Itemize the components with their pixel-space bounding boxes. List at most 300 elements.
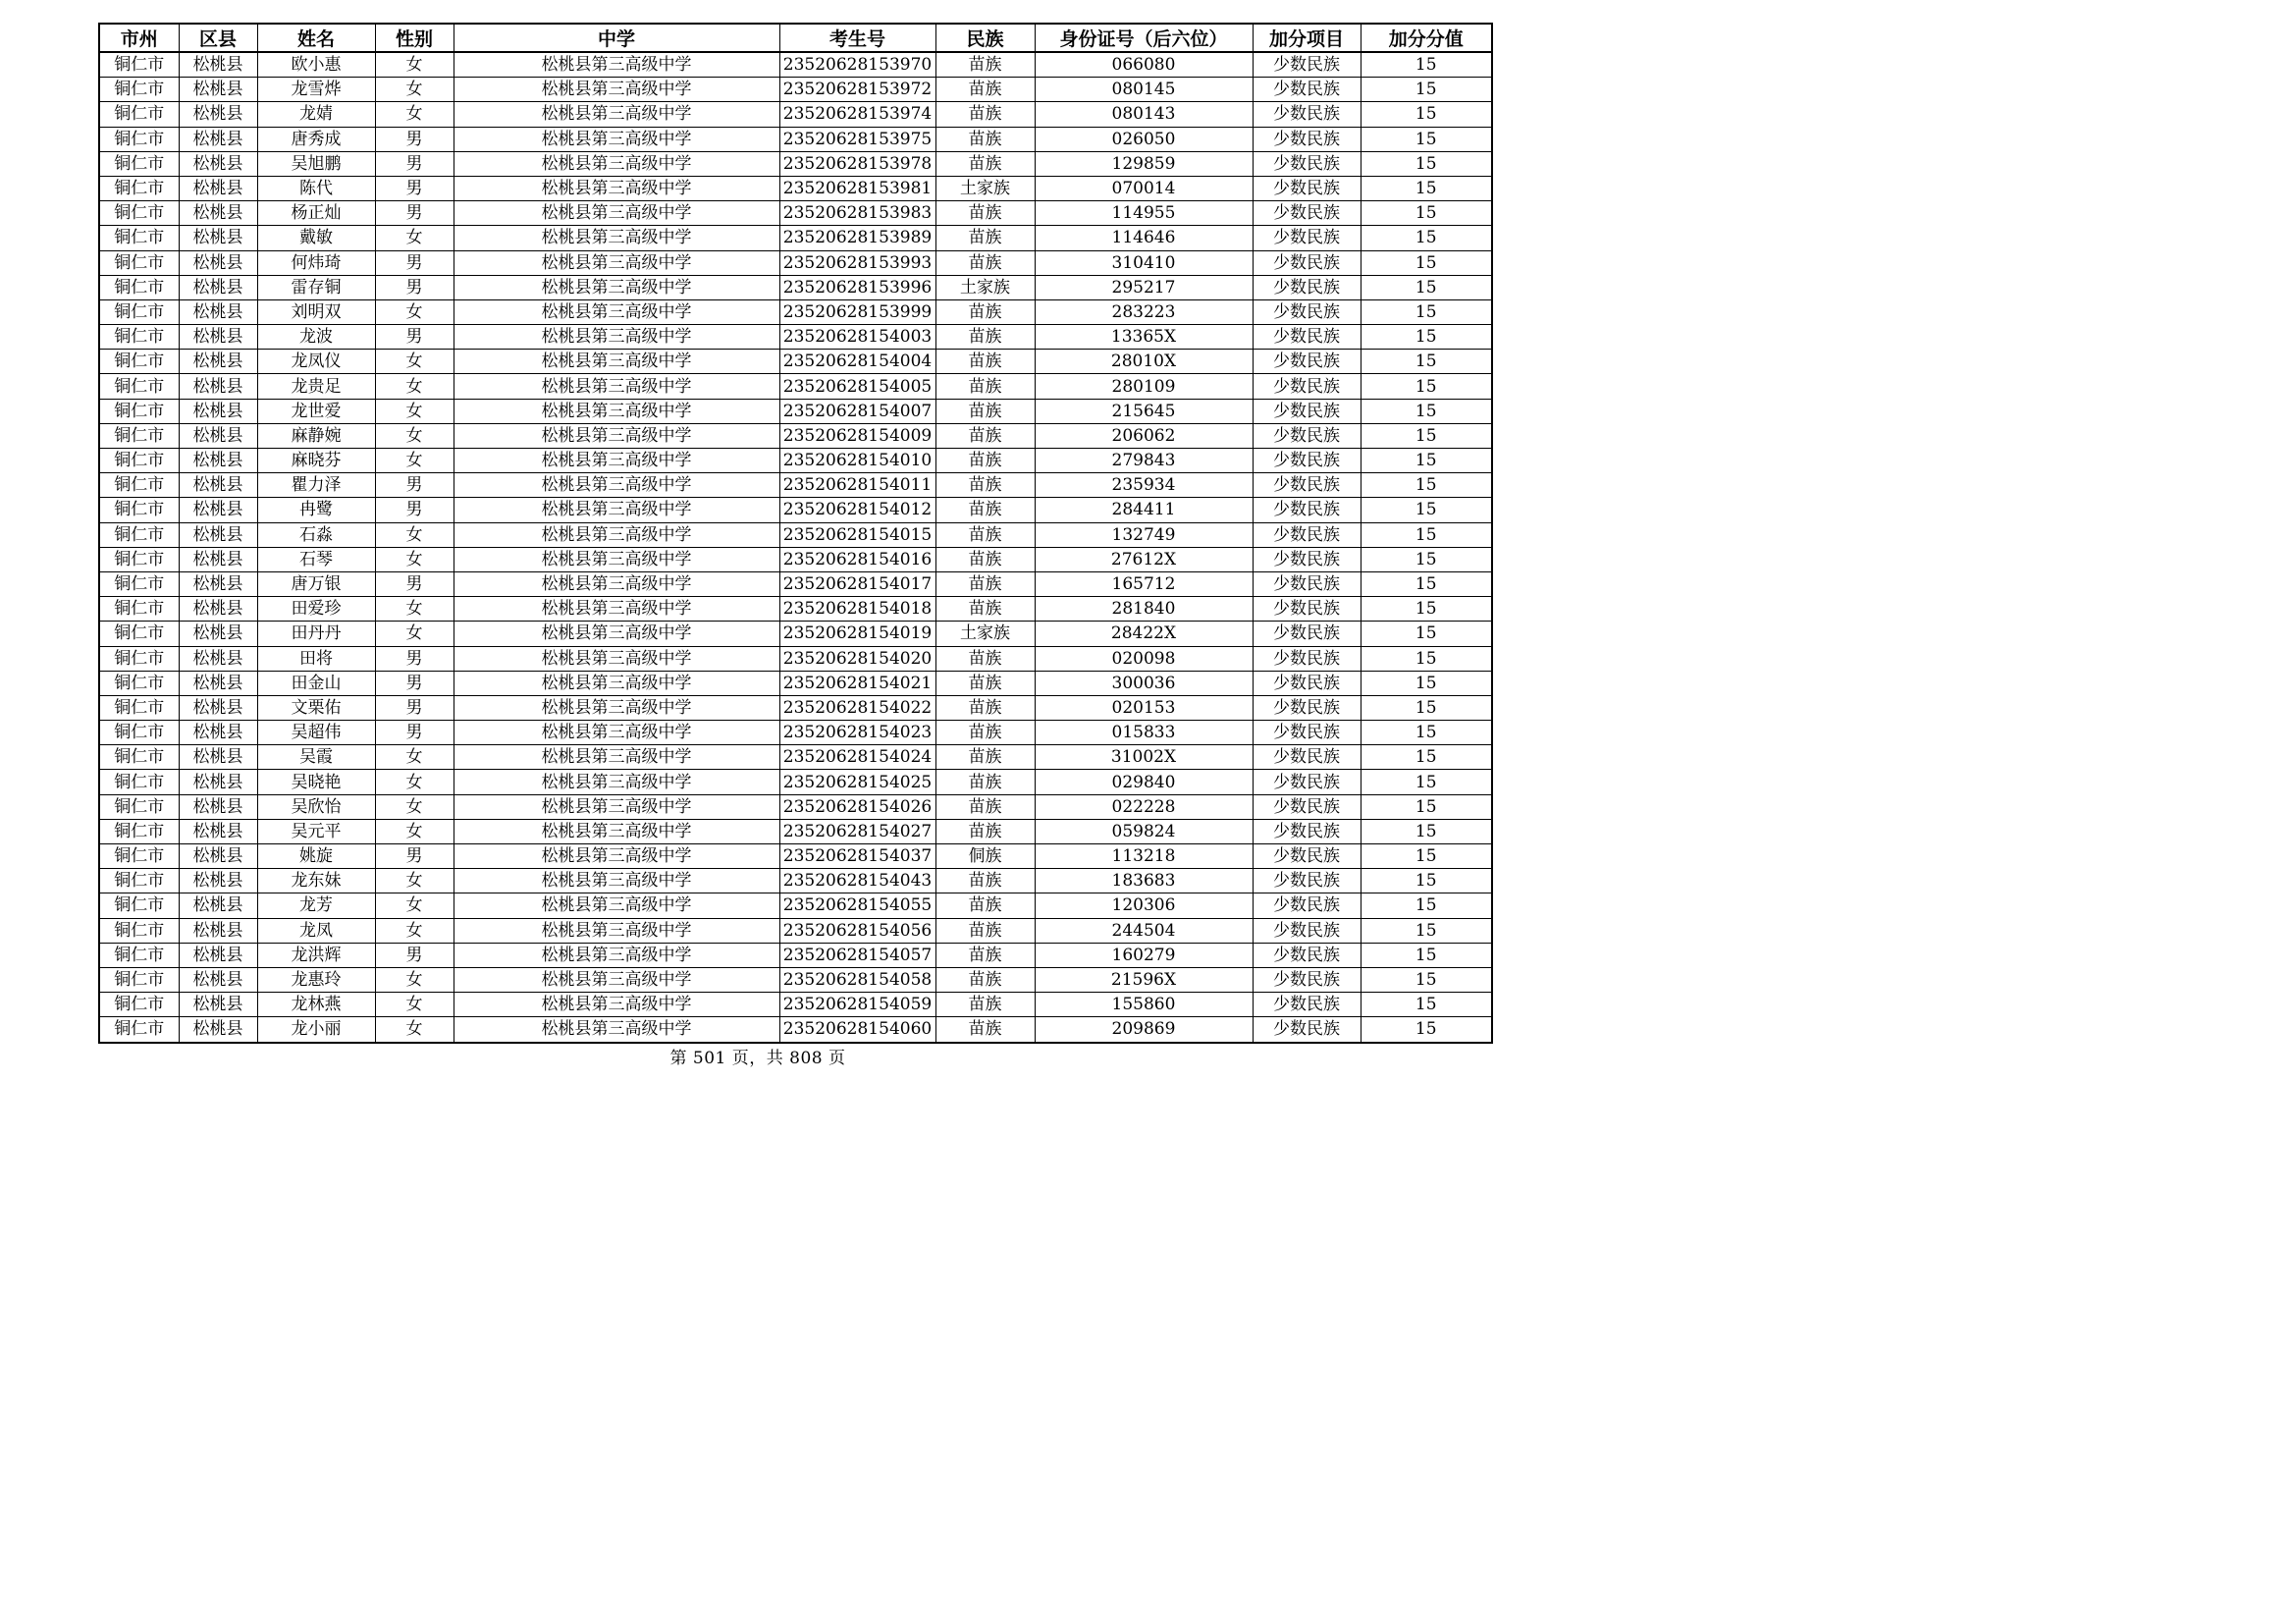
cell-bonus-points: 15 — [1361, 770, 1492, 794]
cell-bonus-points: 15 — [1361, 423, 1492, 448]
cell-bonus-item: 少数民族 — [1253, 473, 1361, 498]
cell-exam-number: 23520628154055 — [779, 893, 935, 918]
cell-name: 龙芳 — [257, 893, 375, 918]
cell-school: 松桃县第三高级中学 — [454, 78, 779, 102]
cell-bonus-points: 15 — [1361, 671, 1492, 695]
cell-bonus-points: 15 — [1361, 844, 1492, 869]
cell-id-last-six: 020098 — [1035, 646, 1253, 671]
table-row — [99, 770, 1492, 794]
cell-bonus-item: 少数民族 — [1253, 721, 1361, 745]
cell-ethnicity: 苗族 — [935, 250, 1035, 275]
cell-ethnicity: 土家族 — [935, 275, 1035, 299]
cell-ethnicity: 土家族 — [935, 176, 1035, 200]
cell-gender: 男 — [375, 943, 454, 967]
table-row — [99, 102, 1492, 127]
cell-id-last-six: 28422X — [1035, 622, 1253, 646]
cell-city: 铜仁市 — [99, 844, 179, 869]
cell-gender: 女 — [375, 918, 454, 943]
cell-ethnicity: 苗族 — [935, 449, 1035, 473]
cell-name: 麻晓芬 — [257, 449, 375, 473]
cell-exam-number: 23520628153993 — [779, 250, 935, 275]
cell-school: 松桃县第三高级中学 — [454, 498, 779, 522]
table-row — [99, 721, 1492, 745]
cell-city: 铜仁市 — [99, 770, 179, 794]
cell-gender: 女 — [375, 350, 454, 374]
cell-bonus-item: 少数民族 — [1253, 869, 1361, 893]
table-row — [99, 844, 1492, 869]
cell-county: 松桃县 — [179, 819, 257, 843]
cell-exam-number: 23520628154037 — [779, 844, 935, 869]
cell-ethnicity: 苗族 — [935, 918, 1035, 943]
cell-school: 松桃县第三高级中学 — [454, 844, 779, 869]
cell-school: 松桃县第三高级中学 — [454, 819, 779, 843]
cell-bonus-item: 少数民族 — [1253, 399, 1361, 423]
cell-exam-number: 23520628154011 — [779, 473, 935, 498]
cell-id-last-six: 28010X — [1035, 350, 1253, 374]
cell-ethnicity: 苗族 — [935, 597, 1035, 622]
cell-county: 松桃县 — [179, 522, 257, 547]
cell-county: 松桃县 — [179, 325, 257, 350]
cell-gender: 女 — [375, 770, 454, 794]
cell-bonus-item: 少数民族 — [1253, 374, 1361, 399]
cell-county: 松桃县 — [179, 770, 257, 794]
cell-gender: 女 — [375, 423, 454, 448]
cell-bonus-points: 15 — [1361, 943, 1492, 967]
table-row — [99, 275, 1492, 299]
cell-exam-number: 23520628154017 — [779, 571, 935, 596]
cell-name: 龙波 — [257, 325, 375, 350]
cell-gender: 女 — [375, 374, 454, 399]
cell-exam-number: 23520628154027 — [779, 819, 935, 843]
cell-id-last-six: 129859 — [1035, 151, 1253, 176]
cell-bonus-points: 15 — [1361, 226, 1492, 250]
cell-id-last-six: 27612X — [1035, 547, 1253, 571]
cell-school: 松桃县第三高级中学 — [454, 201, 779, 226]
cell-city: 铜仁市 — [99, 646, 179, 671]
cell-school: 松桃县第三高级中学 — [454, 151, 779, 176]
cell-city: 铜仁市 — [99, 1017, 179, 1043]
cell-ethnicity: 苗族 — [935, 770, 1035, 794]
cell-county: 松桃县 — [179, 918, 257, 943]
cell-name: 龙贵足 — [257, 374, 375, 399]
cell-gender: 男 — [375, 201, 454, 226]
cell-gender: 男 — [375, 646, 454, 671]
cell-county: 松桃县 — [179, 547, 257, 571]
cell-bonus-item: 少数民族 — [1253, 918, 1361, 943]
cell-exam-number: 23520628154018 — [779, 597, 935, 622]
cell-exam-number: 23520628154020 — [779, 646, 935, 671]
cell-ethnicity: 苗族 — [935, 299, 1035, 324]
cell-bonus-item: 少数民族 — [1253, 893, 1361, 918]
cell-bonus-points: 15 — [1361, 794, 1492, 819]
cell-id-last-six: 114646 — [1035, 226, 1253, 250]
cell-county: 松桃县 — [179, 226, 257, 250]
cell-ethnicity: 苗族 — [935, 498, 1035, 522]
cell-bonus-item: 少数民族 — [1253, 127, 1361, 151]
cell-bonus-points: 15 — [1361, 102, 1492, 127]
cell-gender: 女 — [375, 522, 454, 547]
cell-city: 铜仁市 — [99, 52, 179, 78]
cell-gender: 女 — [375, 399, 454, 423]
cell-exam-number: 23520628153981 — [779, 176, 935, 200]
cell-city: 铜仁市 — [99, 102, 179, 127]
cell-name: 戴敏 — [257, 226, 375, 250]
cell-city: 铜仁市 — [99, 745, 179, 770]
cell-id-last-six: 059824 — [1035, 819, 1253, 843]
cell-school: 松桃县第三高级中学 — [454, 695, 779, 720]
cell-county: 松桃县 — [179, 844, 257, 869]
cell-county: 松桃县 — [179, 299, 257, 324]
cell-bonus-item: 少数民族 — [1253, 325, 1361, 350]
cell-bonus-item: 少数民族 — [1253, 226, 1361, 250]
table-row — [99, 597, 1492, 622]
cell-name: 麻静婉 — [257, 423, 375, 448]
cell-bonus-item: 少数民族 — [1253, 571, 1361, 596]
cell-bonus-item: 少数民族 — [1253, 250, 1361, 275]
cell-ethnicity: 苗族 — [935, 399, 1035, 423]
table-row — [99, 201, 1492, 226]
cell-name: 石琴 — [257, 547, 375, 571]
cell-bonus-points: 15 — [1361, 299, 1492, 324]
cell-exam-number: 23520628154057 — [779, 943, 935, 967]
cell-county: 松桃县 — [179, 423, 257, 448]
cell-name: 田爱珍 — [257, 597, 375, 622]
enrollment-bonus-table — [98, 23, 1493, 1044]
cell-city: 铜仁市 — [99, 695, 179, 720]
cell-bonus-points: 15 — [1361, 893, 1492, 918]
cell-city: 铜仁市 — [99, 350, 179, 374]
cell-id-last-six: 022228 — [1035, 794, 1253, 819]
cell-school: 松桃县第三高级中学 — [454, 794, 779, 819]
table-row — [99, 967, 1492, 992]
cell-bonus-points: 15 — [1361, 622, 1492, 646]
cell-school: 松桃县第三高级中学 — [454, 399, 779, 423]
cell-bonus-item: 少数民族 — [1253, 423, 1361, 448]
table-row — [99, 176, 1492, 200]
cell-gender: 男 — [375, 844, 454, 869]
cell-ethnicity: 苗族 — [935, 819, 1035, 843]
cell-county: 松桃县 — [179, 993, 257, 1017]
cell-name: 欧小惠 — [257, 52, 375, 78]
cell-ethnicity: 苗族 — [935, 547, 1035, 571]
cell-county: 松桃县 — [179, 498, 257, 522]
cell-bonus-item: 少数民族 — [1253, 1017, 1361, 1043]
cell-id-last-six: 080145 — [1035, 78, 1253, 102]
cell-bonus-item: 少数民族 — [1253, 78, 1361, 102]
cell-id-last-six: 160279 — [1035, 943, 1253, 967]
cell-exam-number: 23520628154058 — [779, 967, 935, 992]
cell-school: 松桃县第三高级中学 — [454, 473, 779, 498]
cell-id-last-six: 284411 — [1035, 498, 1253, 522]
cell-id-last-six: 029840 — [1035, 770, 1253, 794]
cell-school: 松桃县第三高级中学 — [454, 325, 779, 350]
table-row — [99, 52, 1492, 78]
cell-bonus-item: 少数民族 — [1253, 201, 1361, 226]
cell-ethnicity: 苗族 — [935, 102, 1035, 127]
cell-ethnicity: 苗族 — [935, 671, 1035, 695]
cell-gender: 女 — [375, 993, 454, 1017]
table-row — [99, 127, 1492, 151]
cell-id-last-six: 281840 — [1035, 597, 1253, 622]
cell-school: 松桃县第三高级中学 — [454, 721, 779, 745]
cell-gender: 男 — [375, 250, 454, 275]
cell-bonus-points: 15 — [1361, 967, 1492, 992]
cell-county: 松桃县 — [179, 52, 257, 78]
cell-ethnicity: 土家族 — [935, 622, 1035, 646]
table-row — [99, 299, 1492, 324]
cell-id-last-six: 114955 — [1035, 201, 1253, 226]
cell-exam-number: 23520628154021 — [779, 671, 935, 695]
cell-ethnicity: 侗族 — [935, 844, 1035, 869]
cell-name: 龙雪烨 — [257, 78, 375, 102]
cell-name: 龙凤仪 — [257, 350, 375, 374]
cell-id-last-six: 070014 — [1035, 176, 1253, 200]
cell-bonus-item: 少数民族 — [1253, 794, 1361, 819]
cell-bonus-points: 15 — [1361, 993, 1492, 1017]
cell-county: 松桃县 — [179, 1017, 257, 1043]
cell-city: 铜仁市 — [99, 893, 179, 918]
cell-school: 松桃县第三高级中学 — [454, 547, 779, 571]
cell-exam-number: 23520628154025 — [779, 770, 935, 794]
cell-county: 松桃县 — [179, 176, 257, 200]
cell-city: 铜仁市 — [99, 869, 179, 893]
cell-exam-number: 23520628154010 — [779, 449, 935, 473]
cell-bonus-item: 少数民族 — [1253, 151, 1361, 176]
cell-gender: 女 — [375, 547, 454, 571]
cell-bonus-points: 15 — [1361, 151, 1492, 176]
cell-school: 松桃县第三高级中学 — [454, 522, 779, 547]
cell-id-last-six: 13365X — [1035, 325, 1253, 350]
table-row — [99, 151, 1492, 176]
cell-bonus-points: 15 — [1361, 374, 1492, 399]
cell-name: 吴元平 — [257, 819, 375, 843]
table-row — [99, 943, 1492, 967]
cell-name: 龙东妹 — [257, 869, 375, 893]
cell-city: 铜仁市 — [99, 993, 179, 1017]
cell-ethnicity: 苗族 — [935, 893, 1035, 918]
cell-exam-number: 23520628153996 — [779, 275, 935, 299]
cell-school: 松桃县第三高级中学 — [454, 893, 779, 918]
cell-id-last-six: 215645 — [1035, 399, 1253, 423]
cell-gender: 女 — [375, 745, 454, 770]
cell-name: 刘明双 — [257, 299, 375, 324]
cell-bonus-item: 少数民族 — [1253, 695, 1361, 720]
table-row — [99, 571, 1492, 596]
cell-city: 铜仁市 — [99, 399, 179, 423]
cell-bonus-points: 15 — [1361, 918, 1492, 943]
cell-bonus-item: 少数民族 — [1253, 299, 1361, 324]
table-row — [99, 399, 1492, 423]
table-row — [99, 473, 1492, 498]
column-header-exam-number: 考生号 — [779, 24, 935, 52]
cell-gender: 女 — [375, 869, 454, 893]
cell-gender: 女 — [375, 622, 454, 646]
cell-name: 杨正灿 — [257, 201, 375, 226]
cell-bonus-points: 15 — [1361, 325, 1492, 350]
cell-gender: 男 — [375, 176, 454, 200]
cell-gender: 女 — [375, 226, 454, 250]
cell-id-last-six: 113218 — [1035, 844, 1253, 869]
cell-exam-number: 23520628154059 — [779, 993, 935, 1017]
column-header-bonus-item: 加分项目 — [1253, 24, 1361, 52]
cell-gender: 女 — [375, 78, 454, 102]
table-header-row — [99, 24, 1492, 52]
cell-gender: 女 — [375, 794, 454, 819]
cell-bonus-item: 少数民族 — [1253, 547, 1361, 571]
cell-city: 铜仁市 — [99, 127, 179, 151]
cell-bonus-item: 少数民族 — [1253, 498, 1361, 522]
cell-bonus-points: 15 — [1361, 869, 1492, 893]
cell-id-last-six: 209869 — [1035, 1017, 1253, 1043]
cell-name: 冉鹭 — [257, 498, 375, 522]
cell-gender: 女 — [375, 967, 454, 992]
cell-county: 松桃县 — [179, 201, 257, 226]
cell-gender: 男 — [375, 151, 454, 176]
cell-ethnicity: 苗族 — [935, 794, 1035, 819]
cell-city: 铜仁市 — [99, 571, 179, 596]
cell-ethnicity: 苗族 — [935, 1017, 1035, 1043]
cell-ethnicity: 苗族 — [935, 350, 1035, 374]
table-row — [99, 522, 1492, 547]
cell-name: 吴旭鹏 — [257, 151, 375, 176]
cell-exam-number: 23520628154007 — [779, 399, 935, 423]
cell-exam-number: 23520628153999 — [779, 299, 935, 324]
cell-city: 铜仁市 — [99, 176, 179, 200]
cell-name: 唐万银 — [257, 571, 375, 596]
cell-school: 松桃县第三高级中学 — [454, 299, 779, 324]
cell-name: 吴霞 — [257, 745, 375, 770]
cell-city: 铜仁市 — [99, 423, 179, 448]
cell-gender: 男 — [375, 473, 454, 498]
cell-city: 铜仁市 — [99, 597, 179, 622]
cell-exam-number: 23520628153974 — [779, 102, 935, 127]
cell-bonus-item: 少数民族 — [1253, 844, 1361, 869]
cell-city: 铜仁市 — [99, 151, 179, 176]
cell-exam-number: 23520628153983 — [779, 201, 935, 226]
cell-city: 铜仁市 — [99, 547, 179, 571]
column-header-name: 姓名 — [257, 24, 375, 52]
cell-name: 陈代 — [257, 176, 375, 200]
cell-county: 松桃县 — [179, 967, 257, 992]
cell-exam-number: 23520628154056 — [779, 918, 935, 943]
cell-school: 松桃县第三高级中学 — [454, 745, 779, 770]
cell-exam-number: 23520628154060 — [779, 1017, 935, 1043]
cell-id-last-six: 183683 — [1035, 869, 1253, 893]
cell-bonus-item: 少数民族 — [1253, 102, 1361, 127]
table-body — [99, 52, 1492, 1043]
column-header-city: 市州 — [99, 24, 179, 52]
cell-name: 龙世爱 — [257, 399, 375, 423]
cell-school: 松桃县第三高级中学 — [454, 275, 779, 299]
cell-exam-number: 23520628154026 — [779, 794, 935, 819]
cell-gender: 女 — [375, 102, 454, 127]
cell-gender: 男 — [375, 275, 454, 299]
cell-county: 松桃县 — [179, 102, 257, 127]
cell-name: 吴晓艳 — [257, 770, 375, 794]
cell-bonus-points: 15 — [1361, 522, 1492, 547]
cell-city: 铜仁市 — [99, 671, 179, 695]
cell-exam-number: 23520628154019 — [779, 622, 935, 646]
cell-city: 铜仁市 — [99, 201, 179, 226]
cell-city: 铜仁市 — [99, 473, 179, 498]
cell-gender: 女 — [375, 893, 454, 918]
cell-bonus-points: 15 — [1361, 399, 1492, 423]
cell-gender: 男 — [375, 127, 454, 151]
cell-bonus-points: 15 — [1361, 547, 1492, 571]
cell-name: 吴欣怡 — [257, 794, 375, 819]
cell-school: 松桃县第三高级中学 — [454, 943, 779, 967]
cell-name: 龙凤 — [257, 918, 375, 943]
cell-id-last-six: 235934 — [1035, 473, 1253, 498]
cell-county: 松桃县 — [179, 473, 257, 498]
cell-name: 龙小丽 — [257, 1017, 375, 1043]
cell-bonus-item: 少数民族 — [1253, 52, 1361, 78]
table-row — [99, 547, 1492, 571]
table-row — [99, 869, 1492, 893]
cell-city: 铜仁市 — [99, 819, 179, 843]
cell-id-last-six: 279843 — [1035, 449, 1253, 473]
cell-bonus-points: 15 — [1361, 745, 1492, 770]
cell-bonus-item: 少数民族 — [1253, 745, 1361, 770]
column-header-gender: 性别 — [375, 24, 454, 52]
cell-ethnicity: 苗族 — [935, 374, 1035, 399]
cell-bonus-points: 15 — [1361, 473, 1492, 498]
cell-ethnicity: 苗族 — [935, 522, 1035, 547]
cell-school: 松桃县第三高级中学 — [454, 52, 779, 78]
cell-gender: 男 — [375, 721, 454, 745]
cell-city: 铜仁市 — [99, 498, 179, 522]
cell-school: 松桃县第三高级中学 — [454, 770, 779, 794]
cell-bonus-item: 少数民族 — [1253, 350, 1361, 374]
cell-school: 松桃县第三高级中学 — [454, 423, 779, 448]
cell-ethnicity: 苗族 — [935, 967, 1035, 992]
cell-bonus-points: 15 — [1361, 695, 1492, 720]
cell-school: 松桃县第三高级中学 — [454, 967, 779, 992]
cell-city: 铜仁市 — [99, 275, 179, 299]
cell-school: 松桃县第三高级中学 — [454, 176, 779, 200]
cell-id-last-six: 155860 — [1035, 993, 1253, 1017]
cell-bonus-item: 少数民族 — [1253, 449, 1361, 473]
cell-school: 松桃县第三高级中学 — [454, 1017, 779, 1043]
table-row — [99, 350, 1492, 374]
cell-gender: 女 — [375, 299, 454, 324]
cell-city: 铜仁市 — [99, 325, 179, 350]
cell-id-last-six: 080143 — [1035, 102, 1253, 127]
cell-name: 龙婧 — [257, 102, 375, 127]
cell-school: 松桃县第三高级中学 — [454, 226, 779, 250]
cell-bonus-item: 少数民族 — [1253, 622, 1361, 646]
cell-ethnicity: 苗族 — [935, 127, 1035, 151]
cell-name: 雷存铜 — [257, 275, 375, 299]
cell-name: 何炜琦 — [257, 250, 375, 275]
table-row — [99, 671, 1492, 695]
cell-name: 唐秀成 — [257, 127, 375, 151]
cell-county: 松桃县 — [179, 622, 257, 646]
cell-county: 松桃县 — [179, 695, 257, 720]
cell-bonus-item: 少数民族 — [1253, 176, 1361, 200]
cell-ethnicity: 苗族 — [935, 646, 1035, 671]
cell-exam-number: 23520628153989 — [779, 226, 935, 250]
column-header-id-last-six: 身份证号（后六位） — [1035, 24, 1253, 52]
cell-id-last-six: 132749 — [1035, 522, 1253, 547]
cell-county: 松桃县 — [179, 78, 257, 102]
cell-bonus-points: 15 — [1361, 350, 1492, 374]
cell-ethnicity: 苗族 — [935, 226, 1035, 250]
cell-county: 松桃县 — [179, 893, 257, 918]
cell-gender: 男 — [375, 695, 454, 720]
cell-county: 松桃县 — [179, 794, 257, 819]
cell-exam-number: 23520628154012 — [779, 498, 935, 522]
